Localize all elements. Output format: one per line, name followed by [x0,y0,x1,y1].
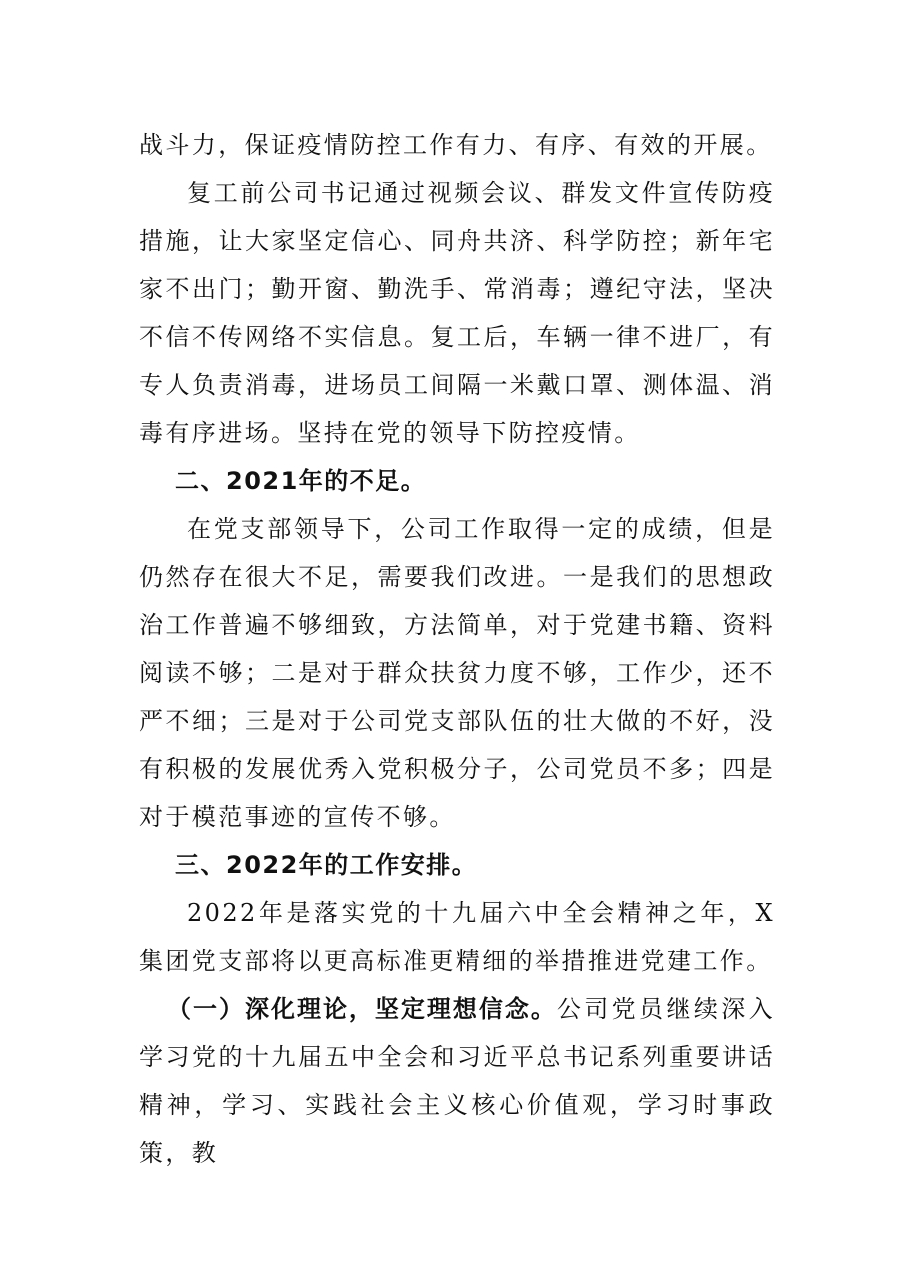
paragraph-continuation: 战斗力，保证疫情防控工作有力、有序、有效的开展。 [139,131,773,159]
paragraph-work-plan-intro: 2022年是落实党的十九届六中全会精神之年，X集团党支部将以更高标准更精细的举措推进党建工作。 [139,899,775,975]
paragraph-shortcomings: 在党支部领导下，公司工作取得一定的成绩，但是仍然存在很大不足，需要我们改进。一是我们的思想政治工作普遍不够细致，方法简单，对于党建书籍、资料阅读不够；二是对于群众扶贫力度不够，工作少，还不严不细；三是对于公司党支部队伍的壮大做的不好，没有积极的发展优秀入党积极分子，公司党员不多；四是对于模范事迹的宣传不够。 [139,515,775,831]
section-heading-shortcomings: 二、2021年的不足。 [175,467,427,495]
subheading-theory: （一）深化理论，坚定理想信念。 [167,995,557,1023]
paragraph-epidemic-measures: 复工前公司书记通过视频会议、群发文件宣传防疫措施，让大家坚定信心、同舟共济、科学防控；新年宅家不出门；勤开窗、勤洗手、常消毒；遵纪守法，坚决不信不传网络不实信息。复工后，车辆一律不进厂，有专人负责消毒，进场员工间隔一米戴口罩、测体温、消毒有序进场。坚持在党的领导下防控疫情。 [139,179,775,447]
document-body [139,121,775,1177]
section-heading-work-plan: 三、2022年的工作安排。 [175,851,478,879]
paragraph-theory-text: 公司党员继续深入学习党的十九届五中全会和习近平总书记系列重要讲话精神，学习、实践社会主义核心价值观，学习时事政策，教 [139,995,776,1167]
paragraph-theory [139,985,775,1177]
